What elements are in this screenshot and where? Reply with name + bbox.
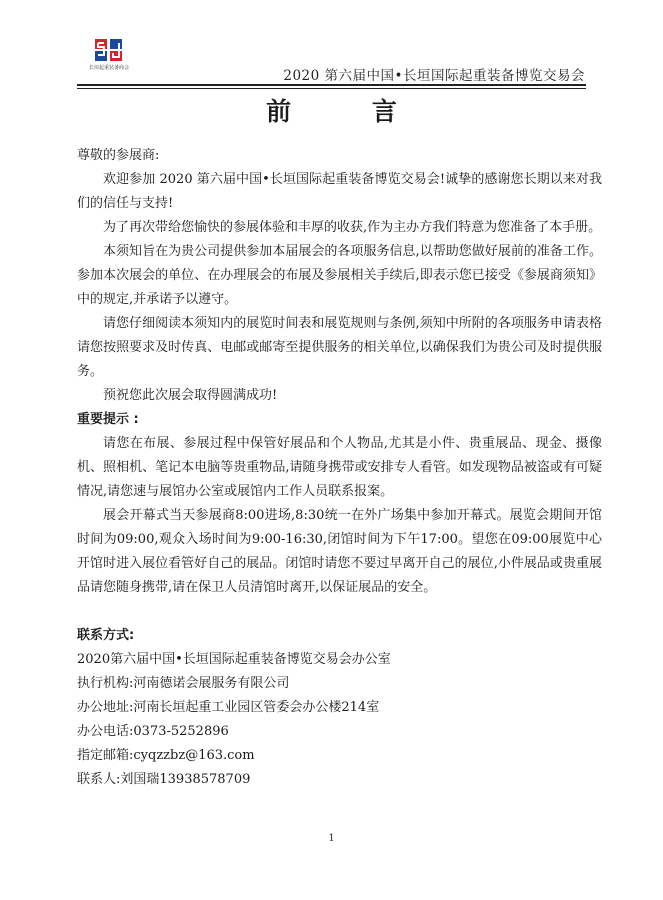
logo-caption: 长垣起重装备商会 — [88, 65, 129, 71]
intro-paragraph-read-rules: 请您仔细阅读本须知内的展览时间表和展览规则与条例,须知中所附的各项服务申请表格请您按照要求及时传真、电邮或邮寄至提供服务的相关单位,以确保我们为贵公司及时提供服务。 — [77, 316, 602, 379]
intro-paragraph-purpose: 本须知旨在为贵公司提供参加本届展会的各项服务信息,以帮助您做好展前的准备工作。参加本次展会的单位、在办理展会的布展及参展相关手续后,即表示您已接受《参展商须知》中的规定,并承诺予以遵守。 — [77, 244, 602, 307]
document-body — [77, 144, 602, 792]
header-divider-thick — [77, 84, 586, 86]
contact-heading: 联系方式: — [77, 628, 135, 643]
important-heading: 重要提示 : — [77, 412, 139, 427]
contact-agency: 执行机构:河南德诺会展服务有限公司 — [77, 676, 290, 691]
contact-address: 办公地址:河南长垣起重工业园区管委会办公楼214室 — [77, 700, 380, 715]
header-divider-thin — [77, 88, 586, 89]
page-title: 前 言 — [266, 97, 433, 126]
intro-paragraph-wishes: 预祝您此次展会取得圆满成功! — [103, 388, 278, 403]
cs-logo-icon — [94, 38, 124, 62]
header-logo — [80, 38, 138, 78]
header-title: 2020 第六届中国•长垣国际起重装备博览交易会 — [283, 68, 585, 84]
contact-person: 联系人:刘国瑞13938578709 — [77, 772, 251, 787]
contact-email: 指定邮箱:cyqzzbz@163.com — [77, 748, 255, 763]
contact-office: 2020第六届中国•长垣国际起重装备博览交易会办公室 — [77, 652, 391, 667]
page-number: 1 — [328, 833, 335, 844]
section-spacer — [77, 600, 602, 624]
salutation: 尊敬的参展商: — [77, 148, 160, 163]
important-paragraph-safety: 请您在布展、参展过程中保管好展品和个人物品,尤其是小件、贵重展品、现金、摄像机、照相机、笔记本电脑等贵重物品,请随身携带或安排专人看管。如发现物品被盗或有可疑情况,请您速与展馆办公室或展馆内工作人员联系报案。 — [77, 436, 602, 499]
contact-phone: 办公电话:0373-5252896 — [77, 724, 229, 739]
intro-paragraph-handbook: 为了再次带给您愉快的参展体验和丰厚的收获,作为主办方我们特意为您准备了本手册。 — [103, 220, 602, 235]
intro-paragraph-welcome: 欢迎参加 2020 第六届中国•长垣国际起重装备博览交易会!诚挚的感谢您长期以来对我们的信任与支持! — [77, 172, 602, 211]
important-paragraph-schedule: 展会开幕式当天参展商8:00进场,8:30统一在外广场集中参加开幕式。展览会期间开馆时间为09:00,观众入场时间为9:00-16:30,闭馆时间为下午17:00。望您在09:00展览中心开馆时进入展位看管好自己的展品。闭馆时请您不要过早离开自己的展位,小件展品或贵重展品请您随身携带,请在保卫人员清馆时离开,以保证展品的安全。 — [77, 508, 602, 595]
